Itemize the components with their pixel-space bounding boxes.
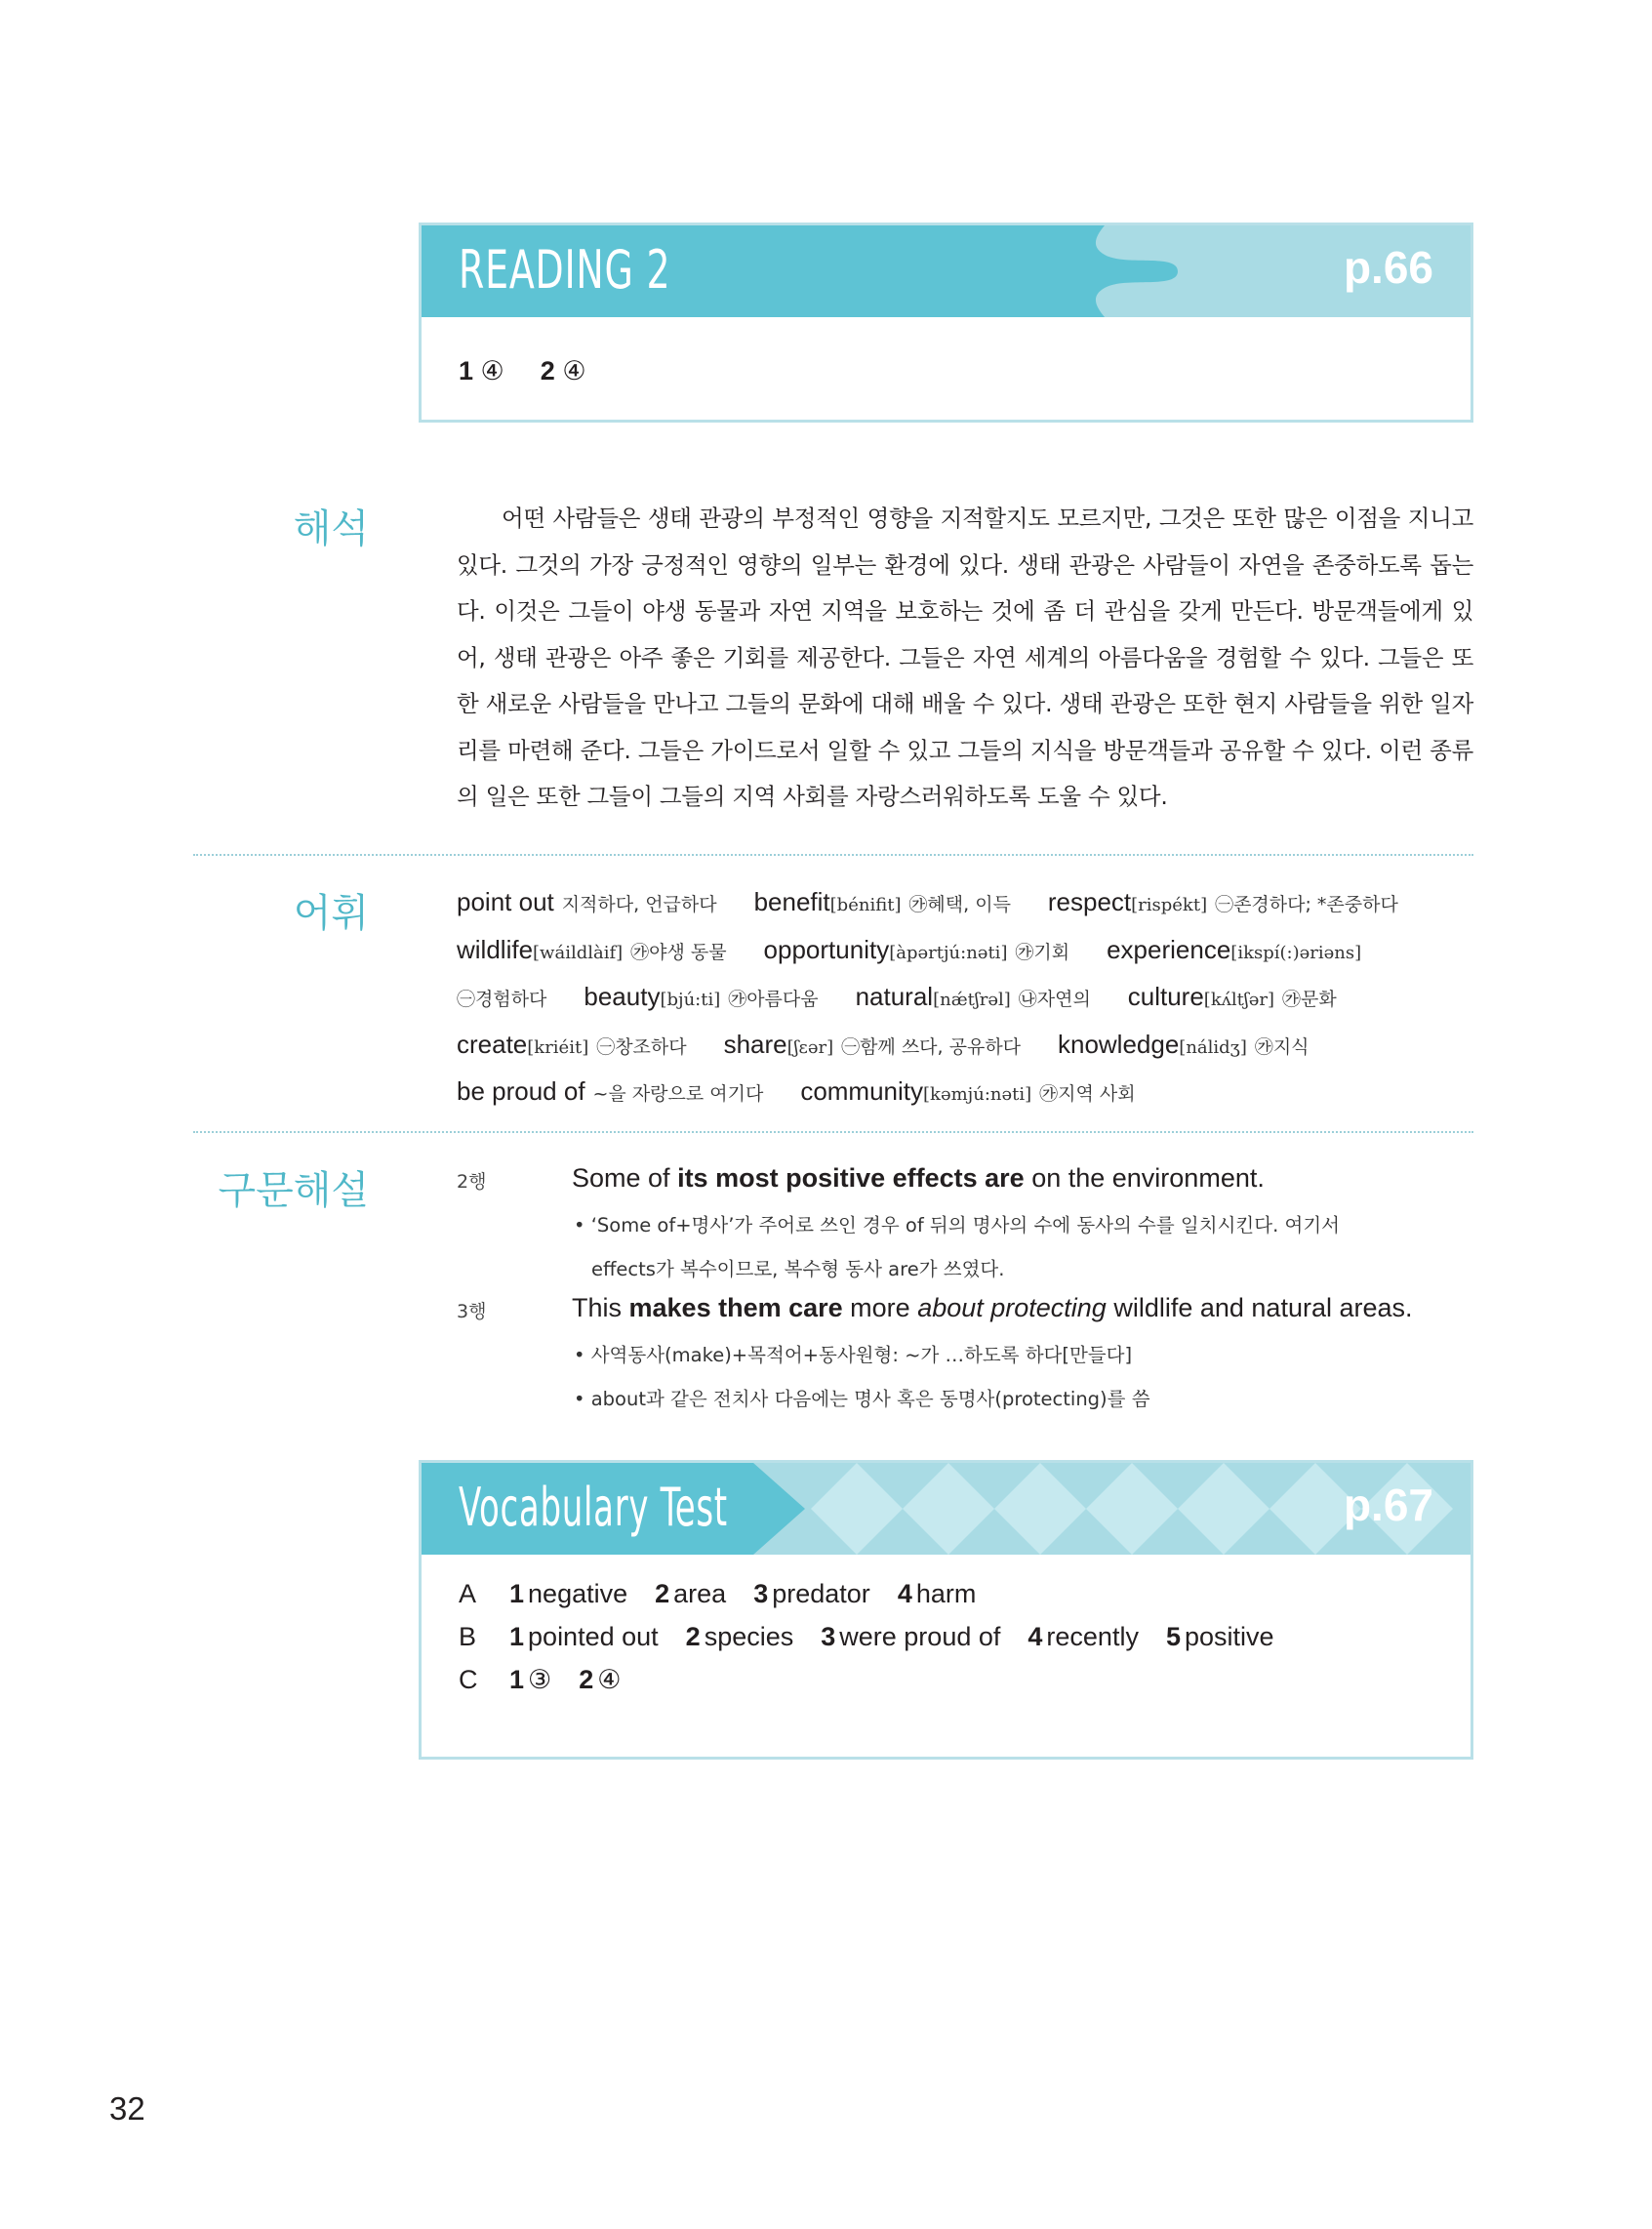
syntax-item [457, 1293, 1491, 1420]
syntax-note: • 사역동사(make)+목적어+동사원형: ~가 …하도록 하다[만들다] [574, 1344, 1133, 1366]
syntax-note: • ‘Some of+명사’가 주어로 쓰인 경우 of 뒤의 명사의 수에 동사의 수를 일치시킨다. 여기서 [574, 1214, 1341, 1236]
vocab-test-header [422, 1463, 1471, 1555]
vocab-line: ㊀경험하다 beauty[bjú:ti] ㉮아름다움 natural[nǽtʃrəl] ㉯자연의 culture[kʌ́ltʃər] ㉮문화 [457, 982, 1337, 1011]
vocab-test-page-ref: p.67 [1343, 1479, 1433, 1530]
reading-page-ref: p.66 [1343, 242, 1433, 293]
vocab-test-title: Vocabulary Test [459, 1477, 728, 1538]
page-number: 32 [109, 2090, 145, 2127]
line-number: 3행 [457, 1301, 487, 1322]
vocab-line: wildlife[wáildlàif] ㉮야생 동물 opportunity[àpərtjú:nəti] ㉮기회 experience[ikspí(:)əriəns] [457, 934, 1362, 964]
syntax-note: effects가 복수이므로, 복수형 동사 are가 쓰였다. [591, 1258, 1005, 1280]
answer-item: 2 ④ [540, 356, 586, 385]
vocab-line: point out 지적하다, 언급하다 benefit[bénifit] ㉮혜택, 이득 respect[rispékt] ㊀존경하다; *존중하다 [457, 887, 1398, 916]
answer-row: B 1 pointed out 2 species 3 were proud of 4 recently 5 positive [459, 1621, 1274, 1651]
syntax-item [457, 1163, 1491, 1290]
vocab-test-box [419, 1460, 1473, 1760]
reading-answers [422, 317, 1471, 426]
answer-row: A 1 negative 2 area 3 predator 4 harm [459, 1578, 977, 1608]
answer-row: C 1 ③ 2 ④ [459, 1664, 622, 1694]
translation-text: 어떤 사람들은 생태 관광의 부정적인 영향을 지적할지도 모르지만, 그것은 또한 많은 이점을 지니고 있다. 그것의 가장 긍정적인 영향의 일부는 환경에 있다. 생태 관광은 사람들이 자연을 존중하도록 돕는다. 이것은 그들이 야생 동물과 자연 지역을 보호하는 것에 좀 더 관심을 갖게 만든다. 방문객들에게 있어, 생태 관광은 아주 좋은 기회를 제공한다. 그들은 자연 세계의 아름다움을 경험할 수 있다. 그들은 또한 새로운 사람들을 만나고 그들의 문화에 대해 배울 수 있다. 생태 관광은 또한 현지 사람들을 위한 일자리를 마련해 준다. 그들은 가이드로서 일할 수 있고 그들의 지식을 방문객들과 공유할 수 있다. 이런 종류의 일은 또한 그들이 그들의 지역 사회를 자랑스러워하도록 도울 수 있다. [457, 505, 1473, 810]
vocab-label: 어휘 [293, 891, 369, 936]
divider [193, 1131, 1473, 1133]
example-sentence: Some of its most positive effects are on the environment. [572, 1163, 1265, 1193]
vocab-list [457, 880, 1473, 1117]
reading-answer-box [419, 223, 1473, 423]
line-number: 2행 [457, 1171, 487, 1193]
vocab-test-answers [422, 1555, 1471, 1740]
syntax-label: 구문해설 [218, 1168, 369, 1213]
vocab-line: be proud of ~을 자랑으로 여기다 community[kəmjú:nəti] ㉮지역 사회 [457, 1076, 1136, 1106]
example-sentence: This makes them care more about protecting wildlife and natural areas. [572, 1293, 1413, 1322]
answer-item: 1 ④ [459, 356, 504, 385]
reading-title: READING 2 [459, 239, 671, 301]
divider [193, 854, 1473, 856]
syntax-note: • about과 같은 전치사 다음에는 명사 혹은 동명사(protecting)를 씀 [574, 1388, 1150, 1410]
vocab-line: create[kriéit] ㊀창조하다 share[ʃɛər] ㊀함께 쓰다, 공유하다 knowledge[nálidʒ] ㉮지식 [457, 1029, 1310, 1059]
reading-header [422, 225, 1471, 317]
translation-label: 해석 [293, 507, 369, 551]
